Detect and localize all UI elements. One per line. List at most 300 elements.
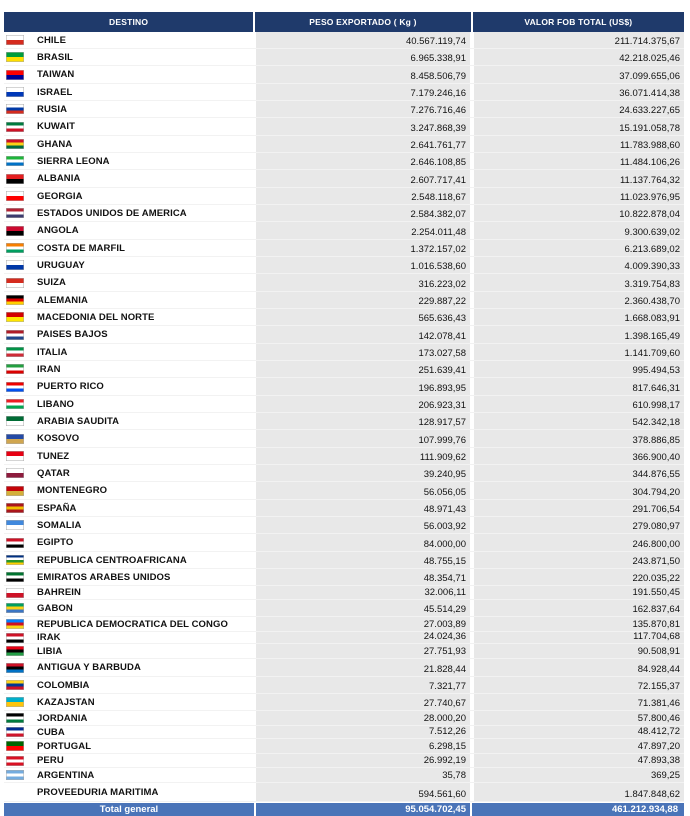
valor-cell: [474, 413, 684, 429]
valor-cell: [474, 32, 684, 48]
peso-value: 2.646.108,85: [410, 157, 466, 168]
valor-value: 90.508,91: [637, 646, 680, 657]
destination-name: BAHREIN: [37, 587, 81, 598]
country-flag-icon: [6, 663, 24, 673]
valor-value: 1.668.083,91: [624, 313, 680, 324]
country-flag-icon: [6, 122, 24, 132]
peso-value: 142.078,41: [418, 331, 466, 342]
valor-value: 366.900,40: [632, 452, 680, 463]
destination-name: IRAK: [37, 632, 61, 643]
peso-value: 28.000,20: [423, 713, 466, 724]
destination-name: MACEDONIA DEL NORTE: [37, 311, 155, 323]
peso-value: 107.999,76: [418, 435, 466, 446]
valor-value: 304.794,20: [632, 487, 680, 498]
total-valor: 461.212.934,88: [472, 803, 684, 816]
peso-cell: [256, 361, 470, 377]
destination-cell: [4, 118, 254, 135]
valor-value: 71.381,46: [637, 698, 680, 709]
destination-cell: [4, 153, 254, 169]
valor-cell: [474, 378, 684, 395]
destination-cell: [4, 644, 254, 658]
country-flag-icon: [6, 347, 24, 357]
country-flag-icon: [6, 382, 24, 392]
valor-cell: [474, 465, 684, 481]
peso-cell: [256, 309, 470, 325]
table-row: [4, 188, 684, 205]
country-flag-icon: [6, 434, 24, 444]
destination-cell: [4, 552, 254, 568]
peso-cell: [256, 754, 470, 767]
peso-value: 84.000,00: [423, 539, 466, 550]
table-row: [4, 205, 684, 222]
peso-cell: [256, 659, 470, 676]
destination-name: KOSOVO: [37, 433, 80, 444]
destination-name: MONTENEGRO: [37, 485, 108, 496]
peso-cell: [256, 430, 470, 447]
peso-value: 7.276.716,46: [410, 105, 466, 116]
valor-cell: [474, 644, 684, 658]
destination-cell: [4, 309, 254, 325]
destination-name: KAZAJSTAN: [37, 696, 95, 708]
peso-cell: [256, 632, 470, 643]
destination-name: SUIZA: [37, 277, 66, 288]
destination-cell: [4, 205, 254, 221]
table-row: [4, 136, 684, 153]
table-row: [4, 754, 684, 768]
valor-cell: [474, 153, 684, 169]
valor-cell: [474, 222, 684, 239]
valor-cell: [474, 768, 684, 782]
valor-cell: [474, 66, 684, 83]
peso-value: 24.024,36: [423, 631, 466, 642]
valor-cell: [474, 586, 684, 599]
valor-value: 1.847.848,62: [624, 789, 680, 800]
peso-value: 45.514,29: [423, 604, 466, 615]
destination-cell: [4, 586, 254, 599]
peso-cell: [256, 118, 470, 135]
valor-value: 11.023.976,95: [619, 192, 680, 203]
valor-cell: [474, 49, 684, 65]
country-flag-icon: [6, 603, 24, 613]
peso-cell: [256, 136, 470, 152]
table-row: [4, 49, 684, 66]
peso-value: 196.893,95: [418, 383, 466, 394]
table-row: [4, 413, 684, 430]
country-flag-icon: [6, 468, 24, 478]
destination-name: ISRAEL: [37, 86, 73, 98]
destination-name: COSTA DE MARFIL: [37, 242, 126, 254]
destination-cell: [4, 292, 254, 308]
country-flag-icon: [6, 174, 24, 184]
destination-name: PAISES BAJOS: [37, 329, 108, 340]
peso-value: 229.887,22: [418, 296, 466, 307]
destination-name: GEORGIA: [37, 190, 83, 202]
peso-cell: [256, 257, 470, 273]
peso-value: 56.003,92: [423, 521, 466, 532]
table-row: [4, 222, 684, 240]
peso-cell: [256, 84, 470, 100]
table-row: [4, 309, 684, 326]
table-row: [4, 644, 684, 659]
valor-value: 6.213.689,02: [624, 244, 680, 255]
valor-cell: [474, 517, 684, 533]
peso-cell: [256, 153, 470, 169]
valor-value: 378.886,85: [632, 435, 680, 446]
peso-cell: [256, 32, 470, 48]
country-flag-icon: [6, 260, 24, 270]
valor-cell: [474, 448, 684, 464]
country-flag-icon: [6, 364, 24, 374]
destination-cell: [4, 361, 254, 377]
peso-value: 48.755,15: [423, 556, 466, 567]
valor-cell: [474, 754, 684, 767]
country-flag-icon: [6, 70, 24, 80]
valor-value: 291.706,54: [632, 504, 680, 515]
valor-cell: [474, 326, 684, 343]
destination-cell: [4, 344, 254, 360]
peso-cell: [256, 482, 470, 499]
country-flag-icon: [6, 35, 24, 45]
peso-cell: [256, 694, 470, 710]
valor-value: 817.646,31: [632, 383, 680, 394]
destination-cell: [4, 534, 254, 551]
country-flag-icon: [6, 330, 24, 340]
peso-value: 8.458.506,79: [410, 71, 466, 82]
destination-name: KUWAIT: [37, 121, 76, 132]
table-row: [4, 430, 684, 448]
valor-value: 220.035,22: [632, 573, 680, 584]
country-flag-icon: [6, 226, 24, 236]
table-row: [4, 170, 684, 188]
destination-cell: [4, 66, 254, 83]
valor-cell: [474, 205, 684, 221]
peso-cell: [256, 205, 470, 221]
destination-name: ARABIA SAUDITA: [37, 415, 120, 427]
table-row: [4, 448, 684, 465]
peso-value: 3.247.868,39: [410, 123, 466, 134]
destination-cell: [4, 378, 254, 395]
peso-value: 7.179.246,16: [410, 88, 466, 99]
valor-cell: [474, 677, 684, 693]
peso-value: 48.971,43: [423, 504, 466, 515]
valor-cell: [474, 534, 684, 551]
peso-value: 40.567.119,74: [405, 36, 466, 47]
valor-cell: [474, 482, 684, 499]
destination-name: JORDANIA: [37, 712, 88, 724]
peso-cell: [256, 586, 470, 599]
valor-cell: [474, 309, 684, 325]
country-flag-icon: [6, 278, 24, 288]
country-flag-icon: [6, 156, 24, 166]
peso-value: 206.923,31: [418, 400, 466, 411]
valor-cell: [474, 274, 684, 291]
peso-value: 1.372.157,02: [410, 244, 466, 255]
valor-value: 243.871,50: [632, 556, 680, 567]
peso-value: 2.584.382,07: [410, 209, 466, 220]
peso-cell: [256, 569, 470, 585]
destination-cell: [4, 632, 254, 643]
valor-cell: [474, 726, 684, 738]
peso-value: 2.254.011,48: [411, 227, 466, 238]
peso-value: 39.240,95: [423, 469, 466, 480]
table-row: [4, 292, 684, 309]
peso-value: 48.354,71: [423, 573, 466, 584]
valor-value: 42.218.025,46: [619, 53, 680, 64]
destination-cell: [4, 257, 254, 273]
destination-cell: [4, 49, 254, 65]
table-row: [4, 659, 684, 677]
destination-name: ARGENTINA: [37, 769, 95, 781]
destination-cell: [4, 430, 254, 447]
peso-cell: [256, 274, 470, 291]
peso-cell: [256, 739, 470, 753]
country-flag-icon: [6, 727, 24, 737]
destination-cell: [4, 326, 254, 343]
peso-value: 32.006,11: [424, 587, 466, 598]
destination-cell: [4, 517, 254, 533]
valor-value: 10.822.878,04: [619, 209, 680, 220]
destination-cell: [4, 711, 254, 725]
valor-cell: [474, 569, 684, 585]
destination-cell: [4, 659, 254, 676]
valor-value: 9.300.639,02: [624, 227, 680, 238]
peso-value: 21.828,44: [423, 664, 466, 675]
valor-value: 57.800,46: [637, 713, 680, 724]
table-row: [4, 257, 684, 274]
table-row: [4, 534, 684, 552]
valor-cell: [474, 711, 684, 725]
table-row: [4, 344, 684, 361]
peso-value: 111.909,62: [419, 452, 466, 463]
table-row: [4, 632, 684, 644]
table-row: [4, 711, 684, 726]
total-peso: 95.054.702,45: [256, 803, 472, 816]
destination-name: PUERTO RICO: [37, 381, 104, 392]
header-valor: VALOR FOB TOTAL (US$): [473, 12, 684, 32]
destination-cell: [4, 188, 254, 204]
destination-cell: [4, 396, 254, 412]
peso-value: 35,78: [442, 770, 466, 781]
peso-cell: [256, 448, 470, 464]
destination-name: EGIPTO: [37, 537, 74, 548]
peso-cell: [256, 344, 470, 360]
table-header: [4, 12, 684, 32]
country-flag-icon: [6, 139, 24, 149]
destination-name: ANGOLA: [37, 225, 79, 236]
country-flag-icon: [6, 588, 24, 598]
peso-cell: [256, 222, 470, 239]
destination-cell: [4, 482, 254, 499]
table-row: [4, 739, 684, 754]
valor-cell: [474, 739, 684, 753]
peso-value: 6.298,15: [429, 741, 466, 752]
valor-cell: [474, 396, 684, 412]
peso-cell: [256, 726, 470, 738]
peso-cell: [256, 644, 470, 658]
table-row: [4, 500, 684, 517]
valor-value: 47.897,20: [637, 741, 680, 752]
header-destino: DESTINO: [4, 12, 255, 32]
destination-name: REPUBLICA CENTROAFRICANA: [37, 554, 187, 566]
destination-cell: [4, 222, 254, 239]
valor-cell: [474, 361, 684, 377]
destination-name: ITALIA: [37, 346, 68, 358]
destination-cell: [4, 240, 254, 256]
country-flag-icon: [6, 787, 24, 797]
peso-value: 56.056,05: [423, 487, 466, 498]
country-flag-icon: [6, 756, 24, 766]
destination-name: EMIRATOS ARABES UNIDOS: [37, 571, 171, 583]
peso-value: 1.016.538,60: [410, 261, 466, 272]
peso-cell: [256, 49, 470, 65]
peso-cell: [256, 552, 470, 568]
destination-cell: [4, 274, 254, 291]
valor-value: 995.494,53: [632, 365, 680, 376]
peso-cell: [256, 500, 470, 516]
country-flag-icon: [6, 243, 24, 253]
country-flag-icon: [6, 538, 24, 548]
valor-cell: [474, 552, 684, 568]
table-row: [4, 726, 684, 739]
destination-name: PORTUGAL: [37, 740, 92, 752]
country-flag-icon: [6, 633, 24, 643]
destination-cell: [4, 170, 254, 187]
peso-value: 316.223,02: [418, 279, 466, 290]
destination-name: TAIWAN: [37, 69, 75, 80]
destination-name: COLOMBIA: [37, 679, 90, 691]
country-flag-icon: [6, 770, 24, 780]
table-row: [4, 240, 684, 257]
country-flag-icon: [6, 503, 24, 513]
country-flag-icon: [6, 208, 24, 218]
table-row: [4, 482, 684, 500]
valor-value: 11.783.988,60: [619, 140, 680, 151]
valor-value: 84.928,44: [637, 664, 680, 675]
peso-value: 7.512,26: [429, 726, 466, 737]
destination-cell: [4, 754, 254, 767]
country-flag-icon: [6, 741, 24, 751]
valor-value: 4.009.390,33: [624, 261, 680, 272]
destination-name: REPUBLICA DEMOCRATICA DEL CONGO: [37, 618, 228, 630]
valor-value: 1.141.709,60: [624, 348, 680, 359]
destination-cell: [4, 500, 254, 516]
destination-name: ESPAÑA: [37, 502, 77, 514]
destination-cell: [4, 600, 254, 616]
valor-cell: [474, 344, 684, 360]
header-peso: PESO EXPORTADO ( Kg ): [255, 12, 472, 32]
country-flag-icon: [6, 555, 24, 565]
country-flag-icon: [6, 191, 24, 201]
peso-value: 251.639,41: [418, 365, 466, 376]
valor-value: 246.800,00: [632, 539, 680, 550]
destination-cell: [4, 569, 254, 585]
peso-cell: [256, 240, 470, 256]
peso-cell: [256, 326, 470, 343]
table-row: [4, 84, 684, 101]
peso-cell: [256, 617, 470, 631]
destination-name: ANTIGUA Y BARBUDA: [37, 662, 141, 673]
table-row: [4, 32, 684, 49]
destination-cell: [4, 84, 254, 100]
valor-cell: [474, 84, 684, 100]
peso-value: 173.027,58: [418, 348, 466, 359]
table-row: [4, 153, 684, 170]
peso-value: 2.641.761,77: [410, 140, 466, 151]
peso-value: 27.751,93: [423, 646, 466, 657]
peso-value: 7.321,77: [429, 681, 466, 692]
valor-cell: [474, 500, 684, 516]
valor-cell: [474, 694, 684, 710]
destination-name: PROVEEDURIA MARITIMA: [37, 786, 159, 798]
valor-cell: [474, 240, 684, 256]
valor-value: 344.876,55: [632, 469, 680, 480]
valor-cell: [474, 600, 684, 616]
table-row: [4, 378, 684, 396]
valor-value: 3.319.754,83: [624, 279, 680, 290]
valor-value: 279.080,97: [632, 521, 680, 532]
destination-name: PERU: [37, 755, 64, 766]
valor-value: 36.071.414,38: [619, 88, 680, 99]
peso-cell: [256, 711, 470, 725]
valor-value: 211.714.375,67: [614, 36, 680, 47]
valor-cell: [474, 292, 684, 308]
destination-cell: [4, 448, 254, 464]
valor-value: 117.704,68: [633, 631, 680, 642]
destination-name: SOMALIA: [37, 519, 82, 531]
table-row: [4, 118, 684, 136]
valor-value: 1.398.165,49: [624, 331, 680, 342]
table-row: [4, 768, 684, 783]
valor-value: 24.633.227,65: [619, 105, 680, 116]
country-flag-icon: [6, 680, 24, 690]
valor-cell: [474, 188, 684, 204]
peso-value: 128.917,57: [418, 417, 466, 428]
destination-name: BRASIL: [37, 51, 73, 63]
table-row: [4, 361, 684, 378]
country-flag-icon: [6, 646, 24, 656]
destination-name: TUNEZ: [37, 450, 70, 462]
peso-cell: [256, 66, 470, 83]
country-flag-icon: [6, 713, 24, 723]
valor-value: 162.837,64: [632, 604, 680, 615]
destination-cell: [4, 136, 254, 152]
table-row: [4, 66, 684, 84]
destination-cell: [4, 32, 254, 48]
table-row: [4, 274, 684, 292]
table-row: [4, 569, 684, 586]
total-label: Total general: [4, 803, 256, 816]
country-flag-icon: [6, 312, 24, 322]
peso-value: 27.740,67: [423, 698, 466, 709]
country-flag-icon: [6, 295, 24, 305]
valor-cell: [474, 257, 684, 273]
table-row: [4, 396, 684, 413]
destination-name: RUSIA: [37, 103, 68, 115]
destination-name: QATAR: [37, 467, 70, 479]
valor-cell: [474, 659, 684, 676]
destination-name: IRAN: [37, 363, 61, 375]
peso-value: 594.561,60: [418, 789, 466, 800]
peso-cell: [256, 465, 470, 481]
destination-cell: [4, 677, 254, 693]
valor-cell: [474, 101, 684, 117]
country-flag-icon: [6, 619, 24, 629]
destination-cell: [4, 694, 254, 710]
destination-cell: [4, 768, 254, 782]
country-flag-icon: [6, 104, 24, 114]
peso-value: 565.636,43: [418, 313, 466, 324]
table-row: [4, 617, 684, 632]
